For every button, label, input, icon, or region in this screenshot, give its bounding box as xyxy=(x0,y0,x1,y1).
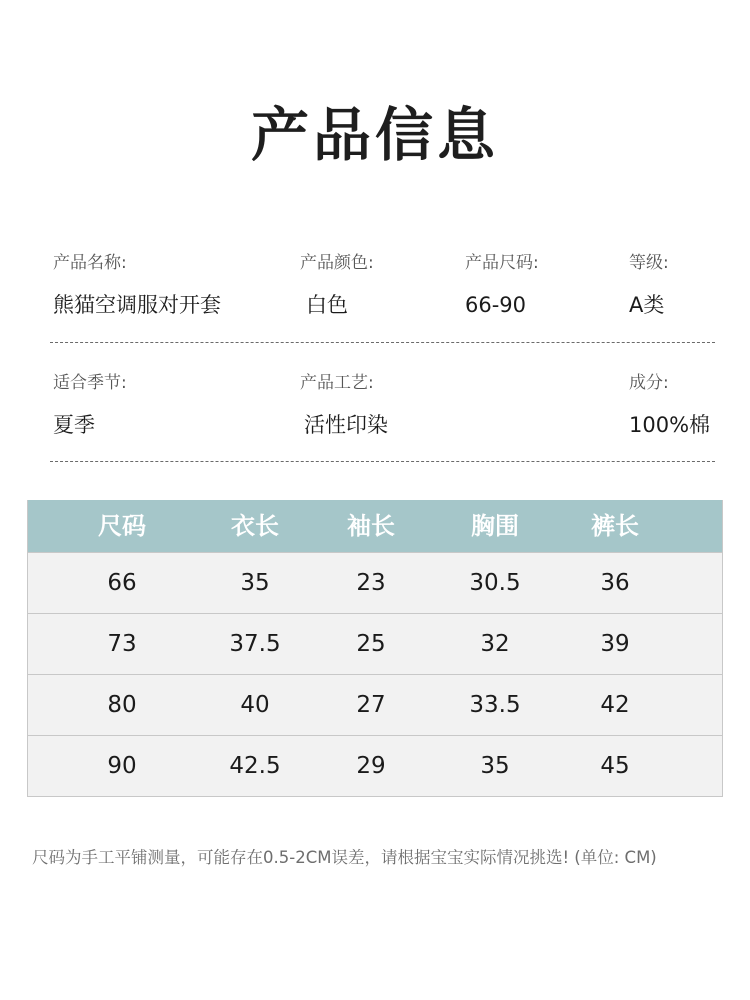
header-chest: 胸围 xyxy=(471,512,519,540)
craft-field xyxy=(300,372,388,439)
table-cell: 32 xyxy=(480,631,510,657)
table-cell: 33.5 xyxy=(469,692,521,718)
table-cell: 36 xyxy=(600,570,630,596)
dashed-divider xyxy=(50,461,715,462)
product-grade-value: A类 xyxy=(629,293,665,317)
composition-value: 100%棉 xyxy=(629,413,711,437)
season-value: 夏季 xyxy=(53,413,95,437)
header-pants: 裤长 xyxy=(591,512,639,540)
header-length: 衣长 xyxy=(231,512,279,540)
page-title: 产品信息 xyxy=(250,101,499,169)
craft-label: 产品工艺: xyxy=(300,373,374,393)
table-cell: 42 xyxy=(600,692,630,718)
table-row xyxy=(28,613,722,674)
table-row xyxy=(28,552,722,613)
product-size-value: 66-90 xyxy=(465,293,527,317)
table-cell: 40 xyxy=(240,692,270,718)
product-grade-label: 等级: xyxy=(629,253,669,273)
table-cell: 90 xyxy=(107,753,137,779)
table-header-row xyxy=(28,500,722,552)
table-cell: 80 xyxy=(107,692,137,718)
product-name-value: 熊猫空调服对开套 xyxy=(53,293,221,317)
table-row xyxy=(28,674,722,735)
measurement-note: 尺码为手工平铺测量，可能存在0.5-2CM误差，请根据宝宝实际情况挑选! (单位: CM) xyxy=(32,848,657,867)
table-cell: 30.5 xyxy=(469,570,521,596)
table-row xyxy=(28,735,722,796)
table-cell: 29 xyxy=(356,753,386,779)
table-cell: 23 xyxy=(356,570,386,596)
table-cell: 42.5 xyxy=(229,753,281,779)
product-name-label: 产品名称: xyxy=(53,253,127,273)
table-cell: 73 xyxy=(107,631,137,657)
table-cell: 25 xyxy=(356,631,386,657)
season-field xyxy=(53,372,127,439)
season-label: 适合季节: xyxy=(53,373,127,393)
product-color-field xyxy=(300,252,374,319)
table-cell: 39 xyxy=(600,631,630,657)
craft-value: 活性印染 xyxy=(304,413,388,437)
dashed-divider xyxy=(50,342,715,343)
product-name-field xyxy=(53,252,221,319)
product-size-label: 产品尺码: xyxy=(465,253,539,273)
product-grade-field xyxy=(629,252,669,319)
table-cell: 37.5 xyxy=(229,631,281,657)
product-size-field xyxy=(465,252,539,319)
product-color-label: 产品颜色: xyxy=(300,253,374,273)
table-cell: 35 xyxy=(240,570,270,596)
product-color-value: 白色 xyxy=(306,293,348,317)
table-cell: 45 xyxy=(600,753,630,779)
header-size: 尺码 xyxy=(98,512,146,540)
composition-field xyxy=(629,372,710,439)
table-cell: 27 xyxy=(356,692,386,718)
composition-label: 成分: xyxy=(629,373,669,393)
table-cell: 66 xyxy=(107,570,137,596)
table-cell: 35 xyxy=(480,753,510,779)
header-sleeve: 袖长 xyxy=(347,512,395,540)
size-table xyxy=(27,500,723,797)
